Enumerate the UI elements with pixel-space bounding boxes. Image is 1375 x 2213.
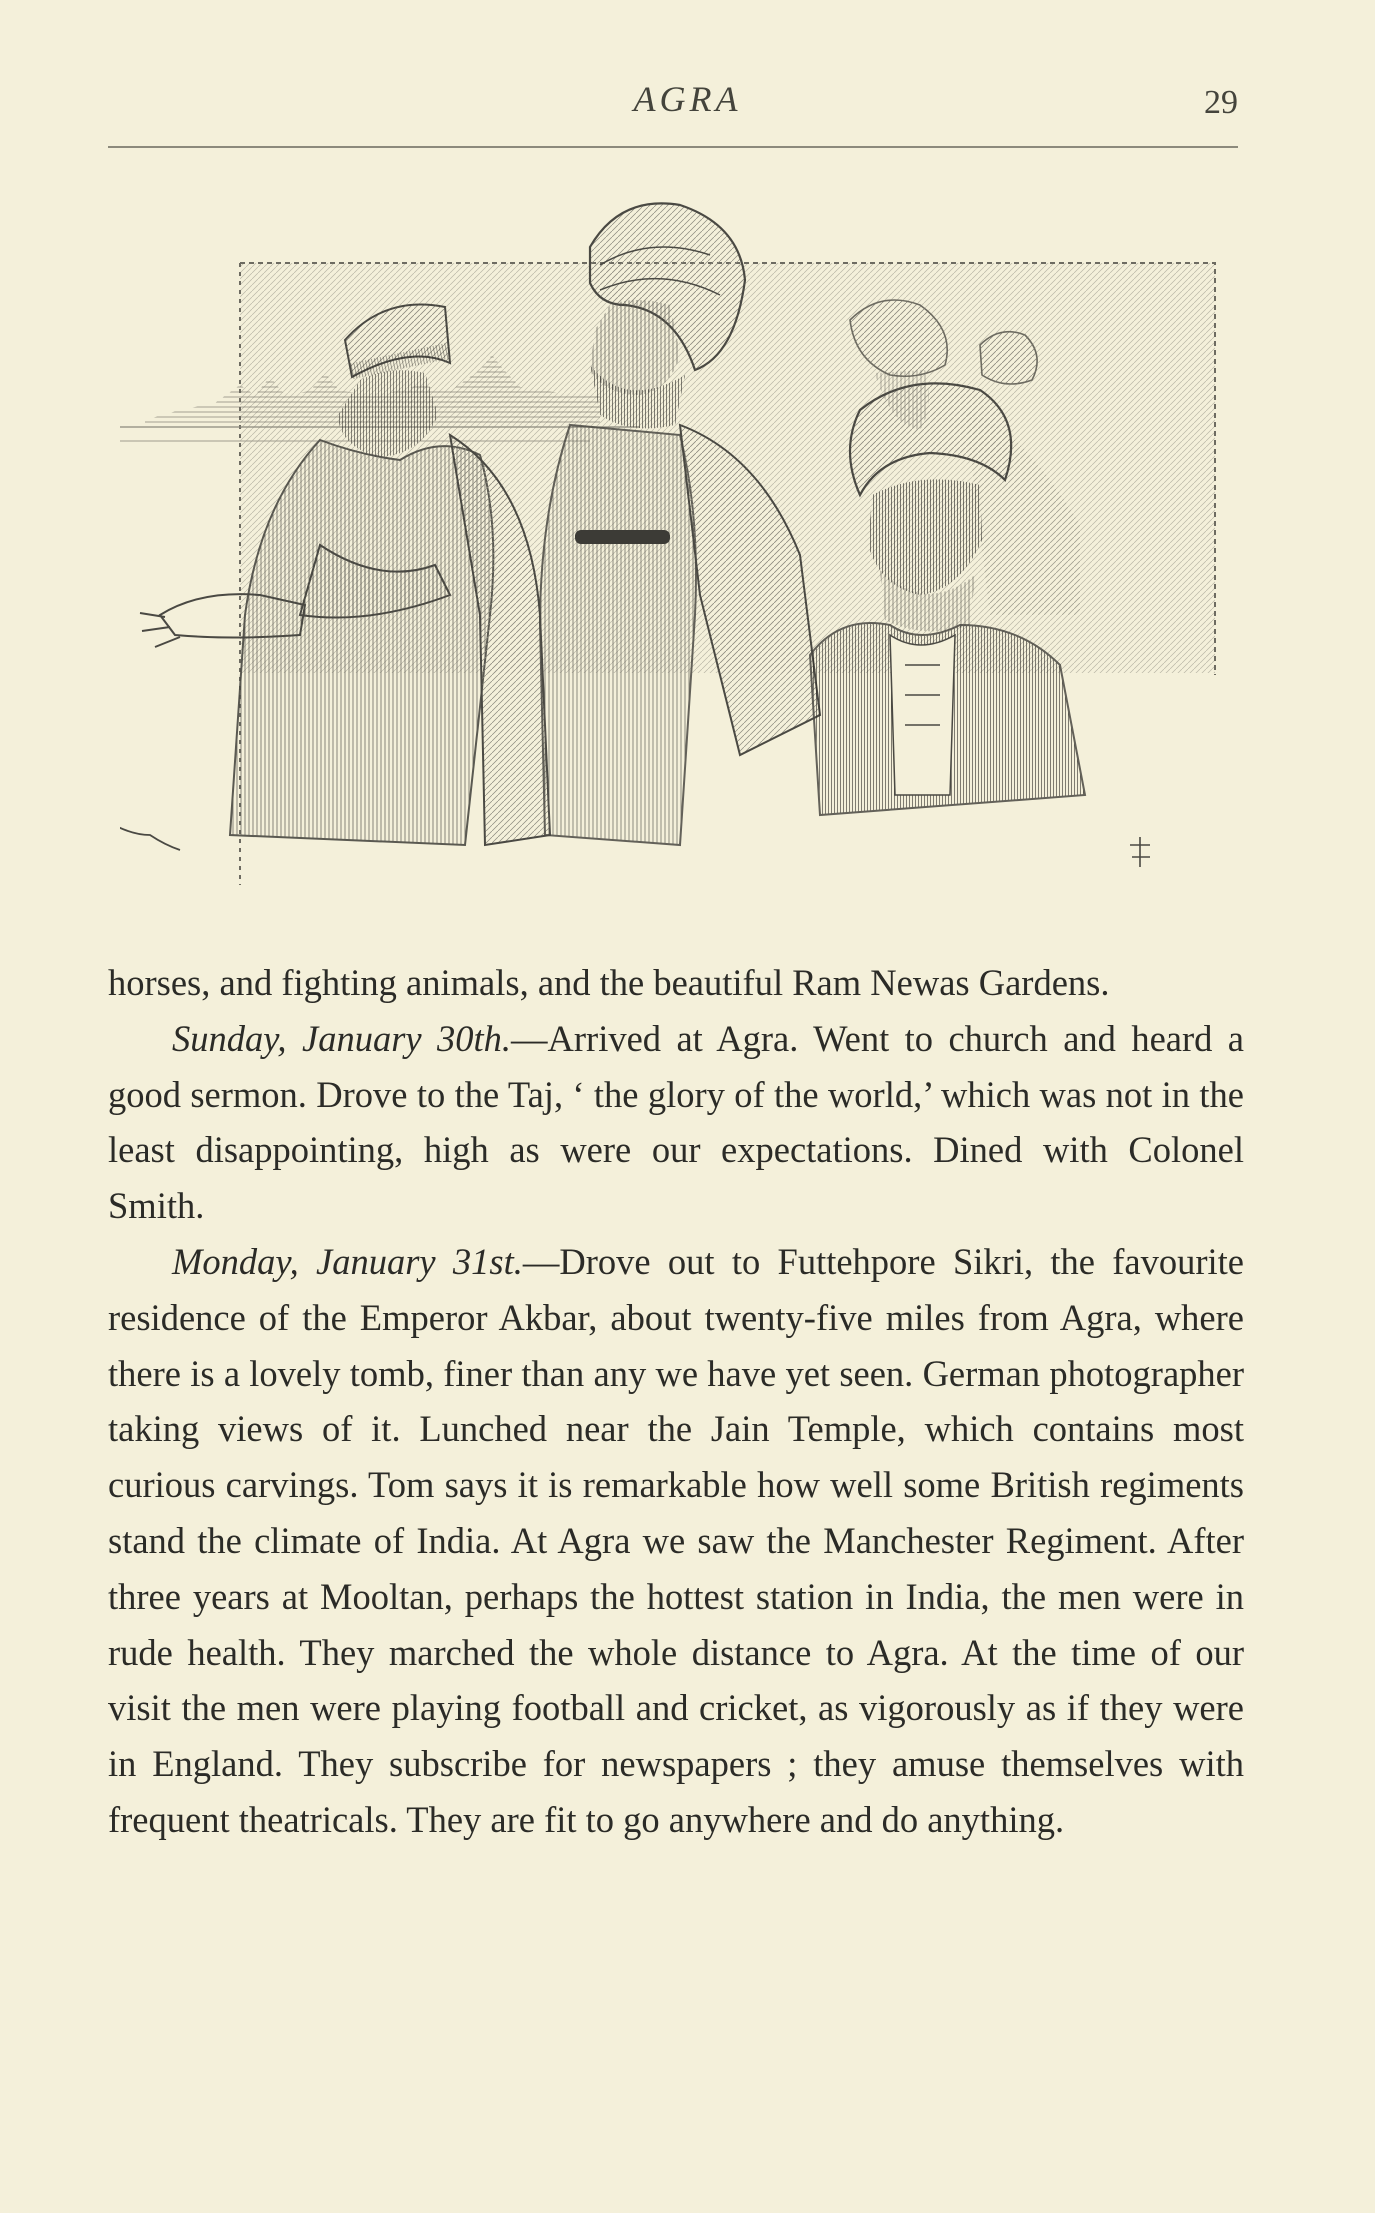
paragraph-text: horses, and fighting animals, and the beautiful Ram Newas Gardens. <box>108 962 1110 1003</box>
paragraph <box>108 1011 1244 1234</box>
running-title: AGRA <box>633 79 742 119</box>
page-number: 29 <box>1204 84 1238 121</box>
engraving-of-turbaned-men-icon <box>120 195 1230 905</box>
entry-date: Monday, January 31st. <box>172 1240 523 1282</box>
paragraph-text: —Drove out to Futtehpore Sikri, the favourite residence of the Emperor Akbar, about twenty-five miles from Agra, where there is a lovely tomb, finer than any we have yet seen. German photographer taking views of it. Lunched near the Jain Temple, which contains most curious carvings. Tom says it is remarkable how well some British regiments stand the climate of India. At Agra we saw the Manchester Regiment. After three years at Mooltan, perhaps the hottest station in India, the men were in rude health. They marched the whole distance to Agra. At the time of our visit the men were playing football and cricket, as vigorously as if they were in England. They subscribe for newspapers ; they amuse themselves with frequent theatricals. They are fit to go anywhere and do anything. <box>108 1240 1244 1840</box>
paragraph-text: —Arrived at Agra. Went to church and heard a good sermon. Drove to the Taj, ‘ the glory of the world,’ which was not in the least disappointing, high as were our expectations. Dined with Colonel Smith. <box>108 1017 1244 1227</box>
entry-date: Sunday, January 30th. <box>172 1017 512 1059</box>
paragraph <box>108 1234 1244 1848</box>
header-rule <box>108 146 1238 148</box>
body-text <box>108 955 1244 1848</box>
paragraph <box>108 955 1244 1011</box>
